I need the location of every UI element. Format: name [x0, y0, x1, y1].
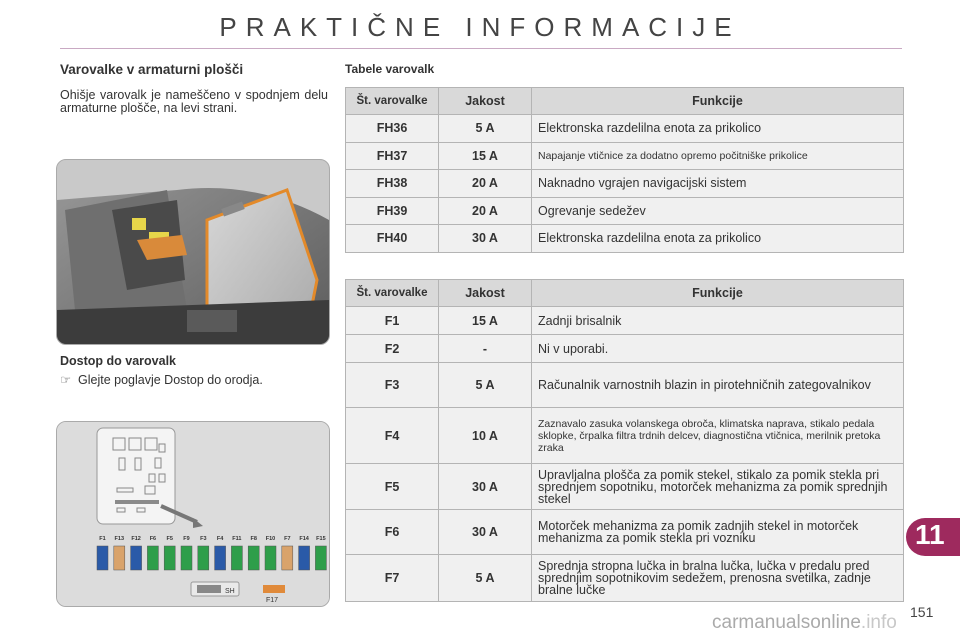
fuse-slot	[231, 546, 242, 570]
fuse-id: F3	[346, 363, 439, 408]
access-instruction	[60, 372, 263, 387]
fuse-label: F5	[166, 536, 173, 542]
access-title: Dostop do varovalk	[60, 354, 176, 368]
fuse-table-2	[345, 279, 904, 602]
table-row	[346, 197, 904, 225]
table-row	[346, 555, 904, 602]
fuse-id: F2	[346, 335, 439, 363]
fuse-rating: 5 A	[439, 555, 532, 602]
table-row	[346, 335, 904, 363]
fuse-function: Zaznavalo zasuka volanskega obroča, klimatska naprava, stikalo pedala sklopke, črpalka filtra trdnih delcev, diagnostična vtičnica, merilnik pretoka zraka	[532, 408, 904, 464]
fuse-label: F11	[232, 536, 242, 542]
col-header-fuse-number: Št. varovalke	[346, 88, 439, 115]
fuse-rating: 30 A	[439, 464, 532, 510]
dashboard-photo	[56, 159, 330, 345]
fuse-id: FH37	[346, 142, 439, 170]
table-row	[346, 363, 904, 408]
fuse-label: F4	[216, 536, 224, 542]
fuse-function: Elektronska razdelilna enota za prikolico	[532, 225, 904, 253]
fuse-function: Motorček mehanizma za pomik zadnjih stekel in motorček mehanizma za pomik stekla pri vozniku	[532, 510, 904, 555]
fuse-box-diagram	[56, 421, 330, 607]
fuse-function: Ni v uporabi.	[532, 335, 904, 363]
fuse-slot	[248, 546, 259, 570]
fuse-rating: 5 A	[439, 115, 532, 143]
fuse-slot	[282, 546, 293, 570]
header-divider	[60, 48, 902, 49]
fuse-function: Elektronska razdelilna enota za prikolico	[532, 115, 904, 143]
f17-label: F17	[266, 597, 279, 604]
col-header-rating: Jakost	[439, 88, 532, 115]
fuse-label: F13	[114, 536, 125, 542]
fuse-slot	[114, 546, 125, 570]
fuse-label: F3	[200, 536, 207, 542]
sh-label: SH	[225, 588, 235, 595]
fuse-slot	[147, 546, 158, 570]
fuse-function: Napajanje vtičnice za dodatno opremo počitniške prikolice	[532, 142, 904, 170]
table-row	[346, 115, 904, 143]
fuse-rating: 10 A	[439, 408, 532, 464]
fuse-id: F6	[346, 510, 439, 555]
watermark-suffix: .info	[860, 612, 897, 633]
fuse-label: F1	[99, 536, 106, 542]
fuse-label: F14	[299, 536, 309, 542]
fuse-id: FH40	[346, 225, 439, 253]
fuse-rating: 5 A	[439, 363, 532, 408]
fuse-slot	[164, 546, 175, 570]
fuse-rating: 15 A	[439, 307, 532, 335]
fuse-id: F4	[346, 408, 439, 464]
col-header-fuse-number: Št. varovalke	[346, 280, 439, 307]
fuse-rating: 30 A	[439, 510, 532, 555]
col-header-functions: Funkcije	[532, 280, 904, 307]
arrow-right-icon: ☞	[60, 373, 72, 387]
table-row	[346, 142, 904, 170]
fuse-label: F10	[265, 536, 276, 542]
table-header-row	[346, 280, 904, 307]
access-instruction-text: Glejte poglavje Dostop do orodja.	[78, 373, 263, 387]
fuse-id: F5	[346, 464, 439, 510]
section-title: Varovalke v armaturni plošči	[60, 62, 244, 77]
fuse-rating: 30 A	[439, 225, 532, 253]
col-header-rating: Jakost	[439, 280, 532, 307]
table-row	[346, 510, 904, 555]
fuse-slot	[215, 546, 226, 570]
fuse-slot	[131, 546, 142, 570]
page-title: PRAKTIČNE INFORMACIJE	[219, 12, 741, 42]
watermark	[712, 612, 897, 634]
table-row	[346, 464, 904, 510]
fuse-function: Zadnji brisalnik	[532, 307, 904, 335]
fuse-slot	[198, 546, 209, 570]
fuse-rating: -	[439, 335, 532, 363]
fuse-slot	[299, 546, 310, 570]
fuse-function: Ogrevanje sedežev	[532, 197, 904, 225]
fuse-rating: 20 A	[439, 197, 532, 225]
fuse-slot	[315, 546, 326, 570]
fuse-id: F1	[346, 307, 439, 335]
fuse-label: F15	[316, 536, 326, 542]
fuse-id: FH39	[346, 197, 439, 225]
fuse-function: Računalnik varnostnih blazin in pirotehničnih zategovalnikov	[532, 363, 904, 408]
col-header-functions: Funkcije	[532, 88, 904, 115]
fuse-table-1	[345, 87, 904, 253]
fuse-id: FH38	[346, 170, 439, 198]
table-row	[346, 170, 904, 198]
page-number: 151	[910, 604, 934, 620]
fuse-function: Upravljalna plošča za pomik stekel, stikalo za pomik stekla pri sprednjem sopotniku, motorček mehanizma za pomik sprednjih stekel	[532, 464, 904, 510]
fuse-rating: 20 A	[439, 170, 532, 198]
tables-title: Tabele varovalk	[345, 62, 435, 76]
fuse-label: F12	[131, 536, 141, 542]
fuse-function: Naknadno vgrajen navigacijski sistem	[532, 170, 904, 198]
fuse-id: FH36	[346, 115, 439, 143]
fuse-label: F6	[149, 536, 157, 542]
watermark-main: carmanualsonline	[712, 612, 861, 633]
fuse-label: F7	[284, 536, 291, 542]
table-header-row	[346, 88, 904, 115]
fuse-id: F7	[346, 555, 439, 602]
table-row	[346, 408, 904, 464]
fuse-slot	[97, 546, 108, 570]
fuse-label: F9	[183, 536, 190, 542]
fuse-label: F8	[250, 536, 257, 542]
fuse-function: Sprednja stropna lučka in bralna lučka, lučka v predalu pred sprednjim sopotnikovim sedežem, prenosna svetilka, zadnje bralne lučke	[532, 555, 904, 602]
fuse-slot	[265, 546, 276, 570]
chapter-number: 11	[915, 519, 945, 550]
fuse-slot	[181, 546, 192, 570]
fuse-rating: 15 A	[439, 142, 532, 170]
table-row	[346, 307, 904, 335]
intro-paragraph: Ohišje varovalk je nameščeno v spodnjem delu armaturne plošče, na levi strani.	[60, 88, 328, 115]
table-row	[346, 225, 904, 253]
